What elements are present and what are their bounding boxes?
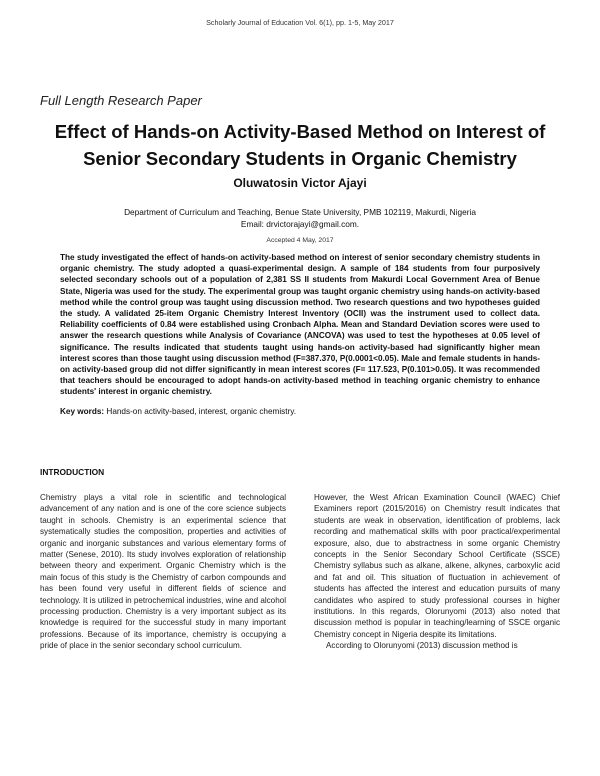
keywords-line: [60, 407, 540, 416]
accepted-date: Accepted 4 May, 2017: [266, 237, 334, 244]
abstract-text: The study investigated the effect of hands-on activity-based method on interest of senior secondary chemistry students in organic chemistry. The study adopted a quasi-experimental design. A sample of 184 students from four purposively selected secondary schools out of a population of 2,381 SS II students from Makurdi Local Government Area of Benue State, Nigeria was used for the study. The experimental group was taught organic chemistry using hands-on activity-based method while the control group was taught using discussion method. Two research questions and two hypotheses guided the study. A validated 25-item Organic Chemistry Interest Inventory (OCII) was the instrument used to collect data. Reliability coefficients of 0.84 were established using Cronbach Alpha. Mean and Standard Deviation scores were used to answer the research questions while Analysis of Covariance (ANCOVA) was used to test the hypotheses at 0.05 level of significance. The results indicated that students taught using hands-on activity-based had significantly higher mean interest scores than those taught using discussion method (F=387.370, P(0.0001<0.05). Male and female students in hands-on activity-based group did not differ significantly in mean interest scores (F= 117.523, P(0.101>0.05). It was recommended that teachers should be encouraged to adopt hands-on activity-based method in teaching organic chemistry to enhance students' interest in organic chemistry.: [60, 253, 540, 397]
keywords-label: Key words:: [60, 407, 105, 416]
body-column-left: [40, 492, 286, 652]
paper-title: Effect of Hands-on Activity-Based Method on Interest of Senior Secondary Students in Organic Chemistry: [54, 121, 546, 169]
paper-type-label: Full Length Research Paper: [40, 93, 202, 108]
keywords-text: Hands-on activity-based, interest, organic chemistry.: [104, 407, 297, 416]
section-heading-introduction: INTRODUCTION: [40, 467, 105, 477]
journal-header: Scholarly Journal of Education Vol. 6(1), pp. 1-5, May 2017: [206, 18, 394, 27]
author-name: Oluwatosin Victor Ajayi: [233, 176, 367, 190]
author-affiliation-block: [0, 206, 600, 230]
intro-paragraph-1: Chemistry plays a vital role in scientific and technological advancement of any nation and is one of the core science subjects taught in schools. Chemistry is an experimental science that systematically studies the composition, properties and activities of organic and inorganic substances and various elementary forms of matter (Senese, 2010). Its study involves exploration of relationship between theory and experiment. Organic Chemistry which is the main focus of this study is the Chemistry of carbon compounds and has been found very useful in different fields of science and technology. It is utilized in petrochemical industries, wine and alcohol processing production. Chemistry is a very important subject as its knowledge is required for the successful study in many important professions. Because of its importance, chemistry is occupying a pride of place in the senior secondary school curriculum.: [40, 493, 286, 651]
body-column-right: [314, 492, 560, 652]
affiliation-line: Department of Curriculum and Teaching, Benue State University, PMB 102119, Makurdi, Nigeria: [124, 207, 476, 217]
email-line: Email: drvictorajayi@gmail.com.: [240, 219, 360, 229]
intro-paragraph-3: According to Olorunyomi (2013) discussion method is: [326, 641, 518, 651]
intro-paragraph-2: However, the West African Examination Council (WAEC) Chief Examiners report (2015/2016) on Chemistry result indicates that students are weak in observation, identification of problems, lack recording and mathematical skills with poor practical/experimental exposure, also, due to abstractness in some organic Chemistry concepts in the Senior Secondary School Certificate (SSCE) Chemistry syllabus such as alkane, alkene, alkynes, carboxylic acid and fat and oil. This situation of fluctuation in achievement of students has affected the interest and education pursuits of many candidates who aspired to study professional courses in higher institutions. In this regards, Olorunyomi (2013) also noted that discussion method is popular in teaching/learning of SSCE organic Chemistry concept in Nigeria despite its limitations.: [314, 493, 560, 639]
